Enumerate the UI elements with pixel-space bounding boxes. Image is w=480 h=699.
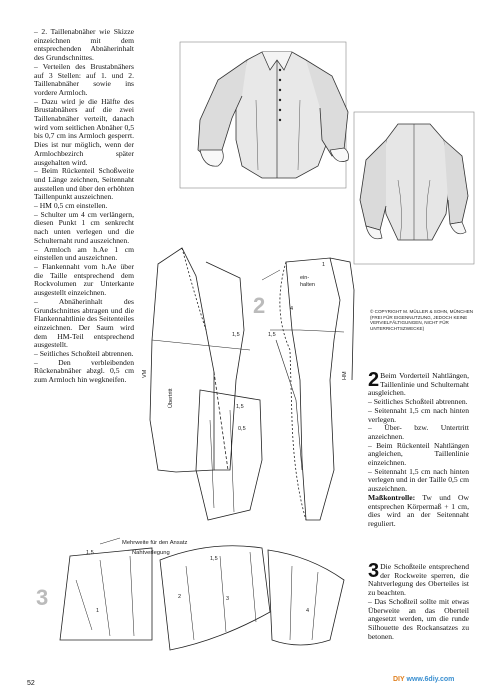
label-1-5: 1,5 (268, 332, 276, 338)
figure-2-number: 2 (253, 293, 266, 318)
figure-3-number: 3 (36, 585, 49, 610)
pattern-back-piece (150, 248, 262, 520)
paragraph: – Das Schoßteil sollte mit etwas Überweite an das Oberteil angesetzt werden, um die runde Silhouette des Rockansatzes zu betonen. (368, 596, 469, 641)
control-text: Tw und Ow entsprechen Körpermaß + 1 cm, dies wird an der Seitennaht reguliert. (368, 492, 469, 528)
label-4: 4 (306, 608, 310, 614)
paragraph: – 2. Taillenabnäher wie Skizze einzeichnen mit dem entsprechenden Abnäherinhalt des Grundschnittes. (34, 27, 134, 63)
paragraph: – Beim Rückenteil Nahtlängen angleichen, Taillenlinie einzeichnen. (368, 440, 469, 468)
label-hm: HM (342, 371, 348, 380)
label-1-5: 1,5 (232, 332, 240, 338)
label-nahtverlegung: Nahtverlegung (132, 550, 170, 556)
paragraph: – Armloch am h.Ae 1 cm einstellen und auszeichnen. (34, 244, 134, 263)
label-1-5: 1,5 (236, 404, 244, 410)
label-2: 2 (178, 594, 182, 600)
label-1: 1 (322, 262, 326, 268)
paragraph: – Flankennaht vom h.Ae über die Taille entsprechend dem Rockvolumen zur Unterkante ausgestellt einzeichnen. (34, 261, 134, 298)
pattern-front-piece (262, 258, 354, 520)
paragraph: – Seitliches Schoßteil abtrennen. (34, 349, 134, 359)
paragraph: – Verteilen des Brustabnähers auf 3 Stellen: auf 1. und 2. Taillenabnäher sowie ins vordere Armloch. (34, 61, 134, 97)
pattern-peplum-pieces (60, 538, 344, 650)
label-3: 3 (226, 596, 230, 602)
section-intro: Beim Vorderteil Nahtlängen, Taillenlinie und Schulternaht ausgleichen. (368, 371, 469, 398)
page-number: 52 (27, 680, 35, 687)
label-ein: ein- (300, 275, 310, 281)
paragraph: – Beim Rückenteil Schoßweite und Länge zeichnen, Seitennaht ausstellen und über den erhöhten Taillenpunkt auszeichnen. (34, 166, 134, 202)
label-1-5: 1,5 (86, 550, 94, 556)
label-1: 1 (96, 608, 100, 614)
section-number: 2 (368, 369, 380, 391)
paragraph: – Schulter um 4 cm verlängern, diesen Punkt 1 cm senkrecht nach unten verlegen und die Schulternaht rund auszeichnen. (34, 209, 134, 245)
label-ubertritt: Übertritt (168, 388, 174, 408)
paragraph: – Seitennaht 1,5 cm nach hinten verlegen. (368, 405, 469, 424)
label-0-5: 0,5 (238, 426, 246, 432)
control-label: Maßkontrolle: (368, 492, 416, 502)
jacket-front-illustration (180, 42, 349, 188)
section-intro: Die Schoßteile entsprechend der Rockweite sperren, die Nahtverlegung des Oberteiles ist zu beachten. (368, 562, 469, 598)
label-mehrweite: Mehrweite für den Ansatz (122, 540, 188, 546)
paragraph: – Seitliches Schoßteil abtrennen. (368, 397, 468, 407)
label-vm: VM (142, 369, 148, 378)
watermark: DIY www.6diy.com (393, 676, 455, 683)
paragraph: – Seitennaht 1,5 cm nach hinten verlegen und in der Taille 0,5 cm auszeichnen. (368, 466, 469, 494)
label-halten: halten (300, 282, 315, 288)
jacket-back-illustration (354, 112, 474, 264)
copyright-notice: © COPYRIGHT M. MÜLLER & SOHN, MÜNCHEN (FREI FÜR EIGENNUTZUNG, JEDOCH KEINE VERVIELFÄLTIGUNGEN, NICHT FÜR UNTERRICHTSZWECKE) (370, 309, 474, 331)
label-4: 4 (290, 306, 294, 312)
section-number: 3 (368, 560, 380, 582)
paragraph: – Den verbleibenden Rückenabnäher abzgl. 0,5 cm zum Armloch hin wegkneifen. (34, 357, 134, 385)
paragraph: – Über- bzw. Untertritt anzeichnen. (368, 423, 469, 441)
label-1-5: 1,5 (210, 556, 218, 562)
paragraph: – Dazu wird je die Hälfte des Brustabnähers auf die zwei Taillenabnäher verteilt, danach wird vom seitlichen Abnäher 0,5 bis 0,7 cm ins Armloch gesperrt. Dies ist nur möglich, wenn der Armlochbezirch später ausgehalten wird. (34, 96, 134, 167)
paragraph: – Abnäherinhalt des Grundschnittes abtragen und die Flankennahtlinie des Seitenteiles einzeichnen. Der Saum wird dem HM-Teil entsprechend ausgestellt. (34, 296, 134, 350)
paragraph: – HM 0,5 cm einstellen. (34, 201, 108, 211)
